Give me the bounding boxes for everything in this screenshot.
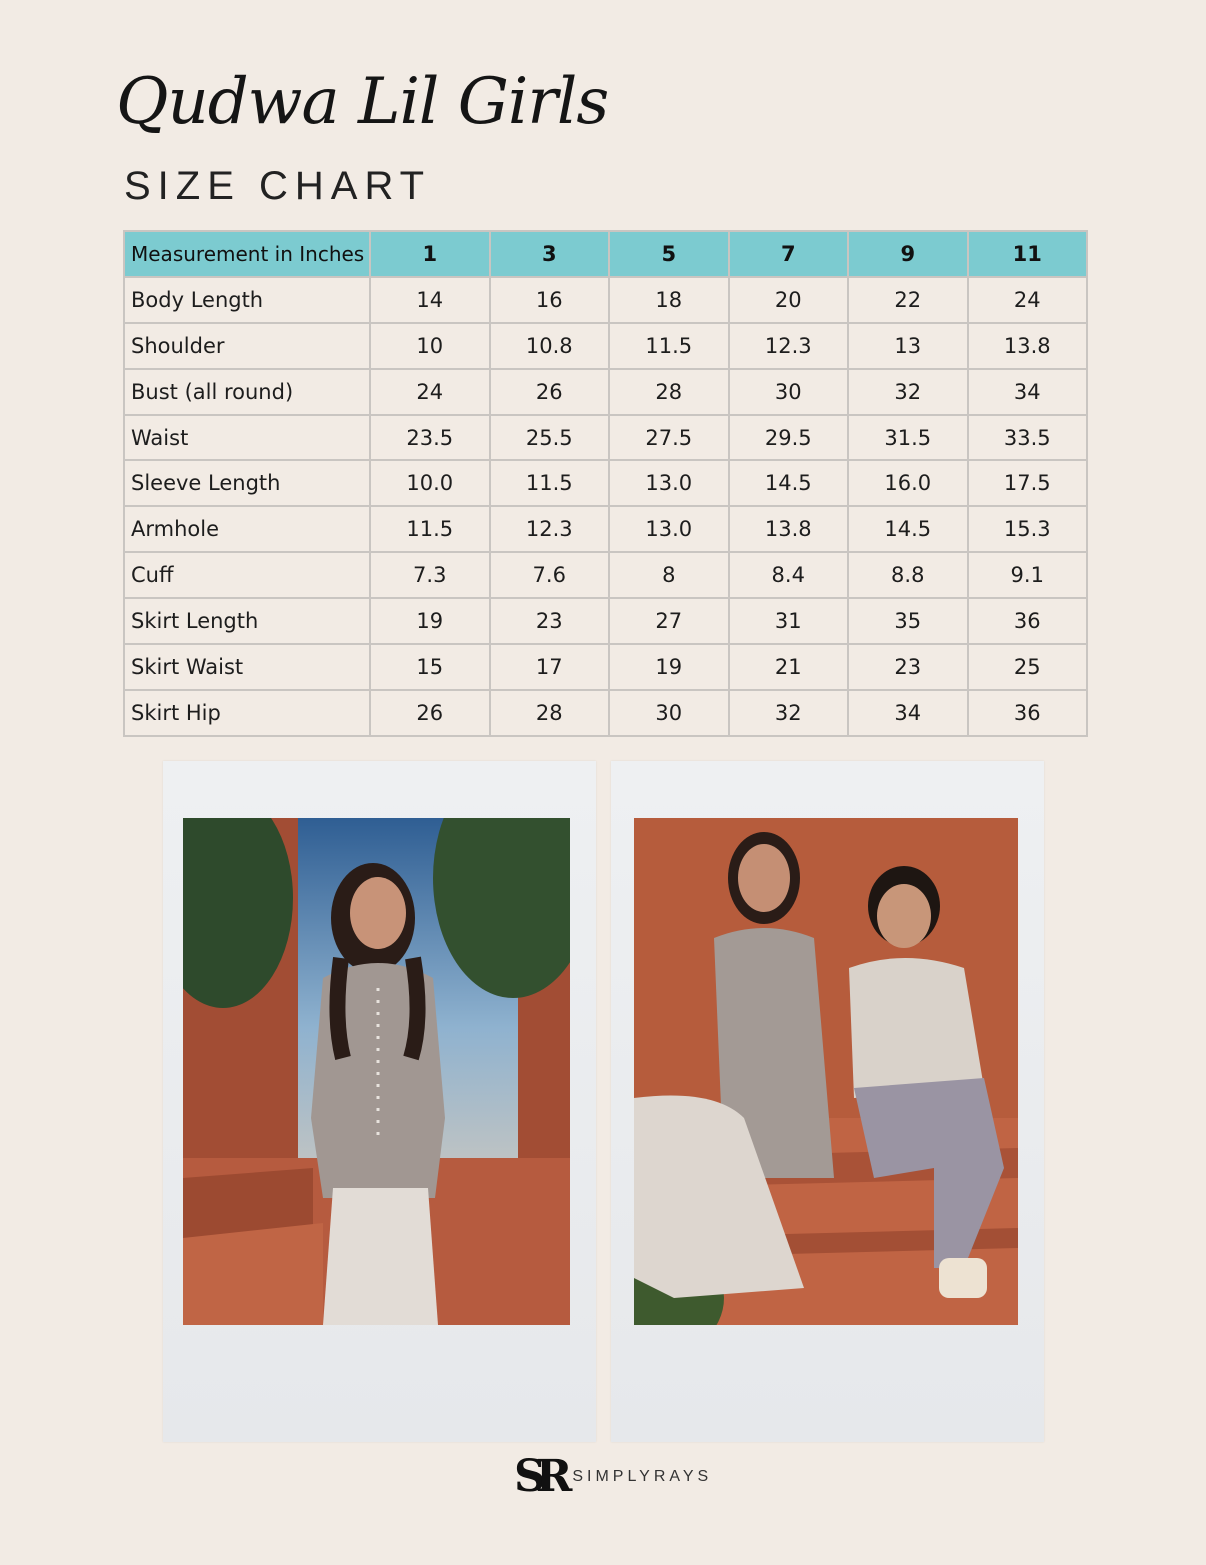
measurement-value: 21 — [729, 644, 849, 690]
size-header: 1 — [370, 231, 490, 277]
table-row — [124, 369, 1087, 415]
measurement-value: 30 — [609, 690, 729, 736]
measurement-value: 36 — [968, 690, 1088, 736]
measurement-value: 8 — [609, 552, 729, 598]
table-row — [124, 690, 1087, 736]
measurement-value: 24 — [370, 369, 490, 415]
measurement-value: 32 — [848, 369, 968, 415]
size-header: 5 — [609, 231, 729, 277]
measurement-value: 34 — [848, 690, 968, 736]
measurement-label: Body Length — [124, 277, 370, 323]
measurement-value: 10.0 — [370, 460, 490, 506]
brand-name: SIMPLYRAYS — [572, 1468, 713, 1485]
measurement-value: 19 — [370, 598, 490, 644]
measurement-value: 34 — [968, 369, 1088, 415]
measurement-value: 12.3 — [490, 506, 610, 552]
measurement-value: 28 — [609, 369, 729, 415]
measurement-value: 29.5 — [729, 415, 849, 461]
table-row — [124, 323, 1087, 369]
table-row — [124, 644, 1087, 690]
size-header: 7 — [729, 231, 849, 277]
measurement-value: 10 — [370, 323, 490, 369]
measurement-value: 31.5 — [848, 415, 968, 461]
measurement-label: Skirt Length — [124, 598, 370, 644]
measurement-label: Bust (all round) — [124, 369, 370, 415]
measurement-value: 19 — [609, 644, 729, 690]
measurement-value: 35 — [848, 598, 968, 644]
measurement-value: 13.8 — [968, 323, 1088, 369]
measurement-value: 13.0 — [609, 460, 729, 506]
measurement-value: 12.3 — [729, 323, 849, 369]
measurement-label: Skirt Hip — [124, 690, 370, 736]
sr-logo-icon: SR — [514, 1451, 563, 1502]
measurement-value: 17 — [490, 644, 610, 690]
measurement-value: 23 — [490, 598, 610, 644]
measurement-value: 13 — [848, 323, 968, 369]
size-chart-table — [123, 230, 1088, 737]
measurement-value: 16 — [490, 277, 610, 323]
measurement-value: 7.6 — [490, 552, 610, 598]
table-row — [124, 277, 1087, 323]
size-chart-heading: SIZE CHART — [124, 164, 432, 208]
measurement-value: 11.5 — [490, 460, 610, 506]
script-title: Qudwa Lil Girls — [116, 65, 609, 139]
measurement-value: 14 — [370, 277, 490, 323]
measurement-value: 17.5 — [968, 460, 1088, 506]
measurement-value: 25.5 — [490, 415, 610, 461]
measurement-value: 30 — [729, 369, 849, 415]
measurement-value: 23.5 — [370, 415, 490, 461]
measurement-value: 27 — [609, 598, 729, 644]
measurement-value: 33.5 — [968, 415, 1088, 461]
measurement-value: 27.5 — [609, 415, 729, 461]
measurement-value: 26 — [370, 690, 490, 736]
measurement-value: 31 — [729, 598, 849, 644]
table-row — [124, 552, 1087, 598]
measurement-value: 7.3 — [370, 552, 490, 598]
children-sitting-photo — [634, 818, 1018, 1325]
measurement-label: Skirt Waist — [124, 644, 370, 690]
measurement-value: 9.1 — [968, 552, 1088, 598]
measurement-value: 15 — [370, 644, 490, 690]
measurement-value: 23 — [848, 644, 968, 690]
size-header: 11 — [968, 231, 1088, 277]
table-row — [124, 460, 1087, 506]
table-row — [124, 598, 1087, 644]
measurement-value: 36 — [968, 598, 1088, 644]
measurement-label: Sleeve Length — [124, 460, 370, 506]
measurement-label: Waist — [124, 415, 370, 461]
measurement-value: 11.5 — [370, 506, 490, 552]
photo-frame-left — [163, 761, 596, 1442]
measurement-value: 13.0 — [609, 506, 729, 552]
measurement-label: Armhole — [124, 506, 370, 552]
measurement-value: 32 — [729, 690, 849, 736]
measurement-value: 24 — [968, 277, 1088, 323]
size-header: 9 — [848, 231, 968, 277]
measurement-value: 25 — [968, 644, 1088, 690]
measurement-value: 26 — [490, 369, 610, 415]
measurement-label: Shoulder — [124, 323, 370, 369]
measurement-value: 28 — [490, 690, 610, 736]
table-row — [124, 506, 1087, 552]
measurement-value: 14.5 — [848, 506, 968, 552]
measurement-value: 10.8 — [490, 323, 610, 369]
size-header: 3 — [490, 231, 610, 277]
measurement-label: Cuff — [124, 552, 370, 598]
measurement-value: 16.0 — [848, 460, 968, 506]
girl-standing-photo — [183, 818, 570, 1325]
table-header-row — [124, 231, 1087, 277]
measurement-value: 15.3 — [968, 506, 1088, 552]
measurement-value: 18 — [609, 277, 729, 323]
measurement-value: 8.4 — [729, 552, 849, 598]
brand-logo — [514, 1452, 712, 1502]
table-row — [124, 415, 1087, 461]
photo-frame-right — [611, 761, 1044, 1442]
measurement-value: 20 — [729, 277, 849, 323]
corner-label: Measurement in Inches — [124, 231, 370, 277]
measurement-value: 8.8 — [848, 552, 968, 598]
measurement-value: 22 — [848, 277, 968, 323]
measurement-value: 11.5 — [609, 323, 729, 369]
measurement-value: 13.8 — [729, 506, 849, 552]
measurement-value: 14.5 — [729, 460, 849, 506]
